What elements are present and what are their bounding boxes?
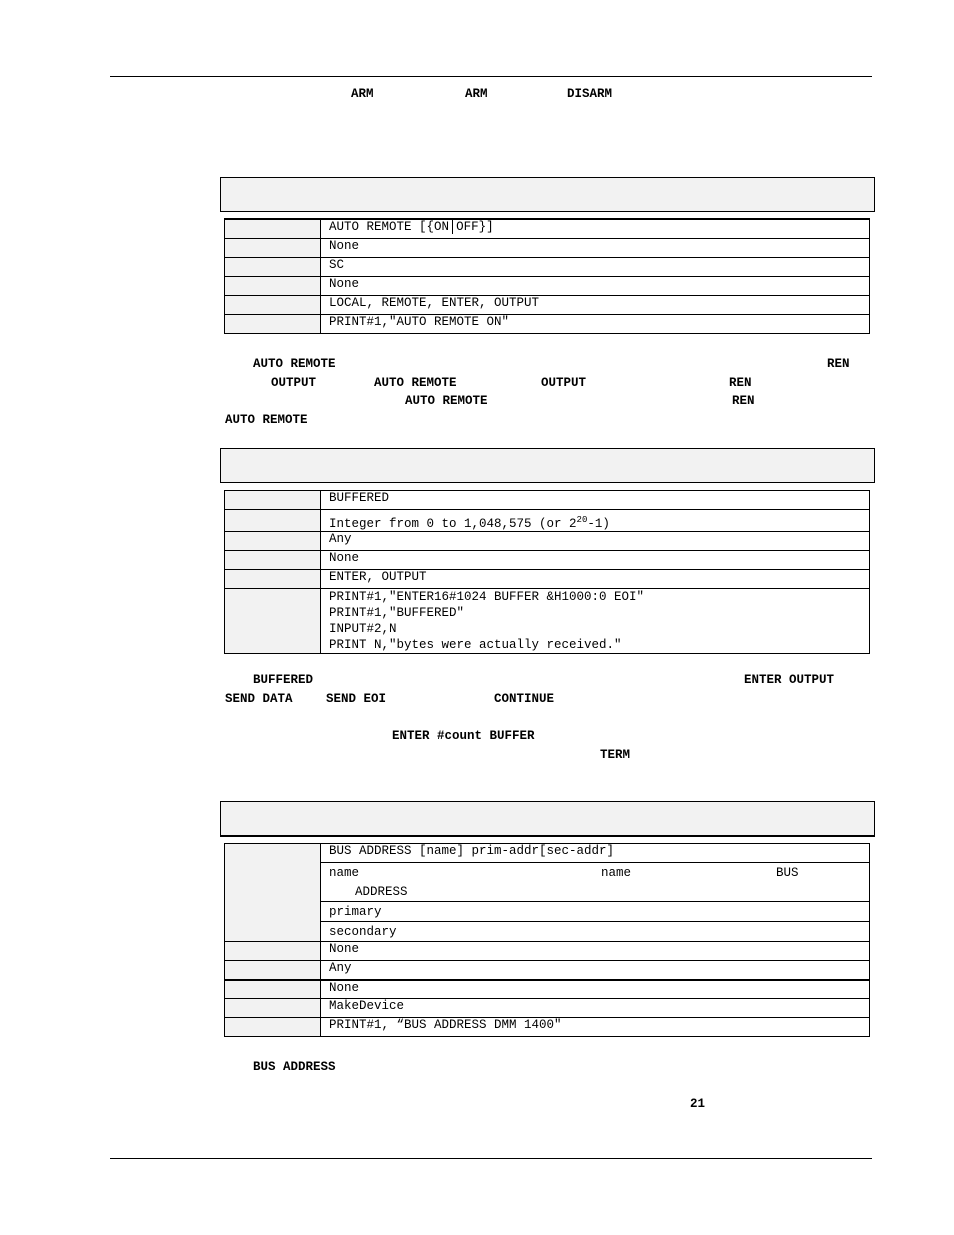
buffered-body-word: TERM [600, 748, 631, 762]
buffered-body-word: CONTINUE [494, 692, 555, 706]
auto-remote-bus: None [321, 276, 870, 295]
bus-address-body-word: BUS ADDRESS [253, 1060, 336, 1074]
see-also-label-cell [225, 999, 321, 1018]
buffered-example [321, 589, 870, 654]
auto-remote-body-word: AUTO REMOTE [225, 413, 308, 427]
buffered-bus: None [321, 551, 870, 570]
buffered-body-word: BUFFERED [253, 673, 314, 687]
bus-address-bus: None [321, 980, 870, 999]
mode-label-cell [225, 961, 321, 980]
response-label-cell [225, 942, 321, 961]
buffered-response: Integer from 0 to 1,048,575 (or $2^{20}-1$) [321, 510, 870, 532]
bus-address-spec-table [224, 843, 870, 1037]
response-label-cell [225, 510, 321, 532]
auto-remote-body-word: OUTPUT [541, 376, 587, 390]
auto-remote-example: PRINT#1,"AUTO REMOTE ON" [321, 314, 870, 333]
see-also-label-cell [225, 570, 321, 589]
buffered-mode: Any [321, 532, 870, 551]
bus-address-secondary-param: secondary [321, 922, 870, 942]
bus-address-see-also: MakeDevice [321, 999, 870, 1018]
buffered-see-also: ENTER, OUTPUT [321, 570, 870, 589]
auto-remote-mode: SC [321, 257, 870, 276]
buffered-body-word: ENTER #count BUFFER [392, 729, 535, 743]
page-number: 21 [690, 1097, 706, 1111]
intro-word-arm: ARM [351, 87, 374, 101]
auto-remote-body-word: REN [732, 394, 755, 408]
example-line: PRINT#1,"BUFFERED" [329, 606, 465, 620]
auto-remote-see-also: LOCAL, REMOTE, ENTER, OUTPUT [321, 295, 870, 314]
bus-address-primary-param: primary [321, 902, 870, 922]
bus-address-syntax: BUS ADDRESS [name] prim-addr[sec-addr] [321, 844, 870, 863]
bus-address-mode: Any [321, 961, 870, 980]
auto-remote-response: None [321, 238, 870, 257]
buffered-heading-box [220, 448, 875, 483]
bus-address-name-bus: BUS [776, 866, 799, 880]
auto-remote-body-word: AUTO REMOTE [374, 376, 457, 390]
bus-address-example: PRINT#1, “BUS ADDRESS DMM 1400" [321, 1018, 870, 1037]
auto-remote-spec-table [224, 218, 870, 334]
buffered-syntax: BUFFERED [321, 491, 870, 510]
syntax-label-cell [225, 491, 321, 510]
bus-label-cell [225, 276, 321, 295]
example-line: PRINT N,"bytes were actually received." [329, 638, 622, 652]
intro-word-disarm: DISARM [567, 87, 613, 101]
auto-remote-heading-box [220, 177, 875, 212]
buffered-body-word: SEND EOI [326, 692, 387, 706]
buffered-spec-table [224, 490, 870, 654]
bus-address-name-param: name name BUS ADDRESS [321, 863, 870, 902]
auto-remote-body-word: OUTPUT [271, 376, 317, 390]
example-label-cell [225, 589, 321, 654]
syntax-label-cell [225, 219, 321, 238]
bus-label-cell [225, 551, 321, 570]
auto-remote-body-word: REN [729, 376, 752, 390]
example-label-cell [225, 314, 321, 333]
response-label-cell [225, 238, 321, 257]
mode-label-cell [225, 257, 321, 276]
intro-word-arm-2: ARM [465, 87, 488, 101]
auto-remote-body-word: AUTO REMOTE [253, 357, 336, 371]
buffered-body-word: ENTER OUTPUT [744, 673, 835, 687]
auto-remote-syntax: AUTO REMOTE [{ON OFF}] [321, 219, 870, 238]
example-line: INPUT#2,N [329, 622, 397, 636]
bus-address-heading-box [220, 801, 875, 837]
example-label-cell [225, 1018, 321, 1037]
bus-label-cell [225, 980, 321, 999]
header-rule [110, 76, 872, 77]
buffered-body-word: SEND DATA [225, 692, 293, 706]
example-line: PRINT#1,"ENTER16#1024 BUFFER &H1000:0 EOI" [329, 590, 645, 604]
auto-remote-body-word: REN [827, 357, 850, 371]
mode-label-cell [225, 532, 321, 551]
see-also-label-cell [225, 295, 321, 314]
auto-remote-body-word: AUTO REMOTE [405, 394, 488, 408]
syntax-label-cell [225, 844, 321, 942]
bus-address-name-ref: name [601, 866, 632, 880]
bus-address-response: None [321, 942, 870, 961]
footer-rule [110, 1158, 872, 1159]
